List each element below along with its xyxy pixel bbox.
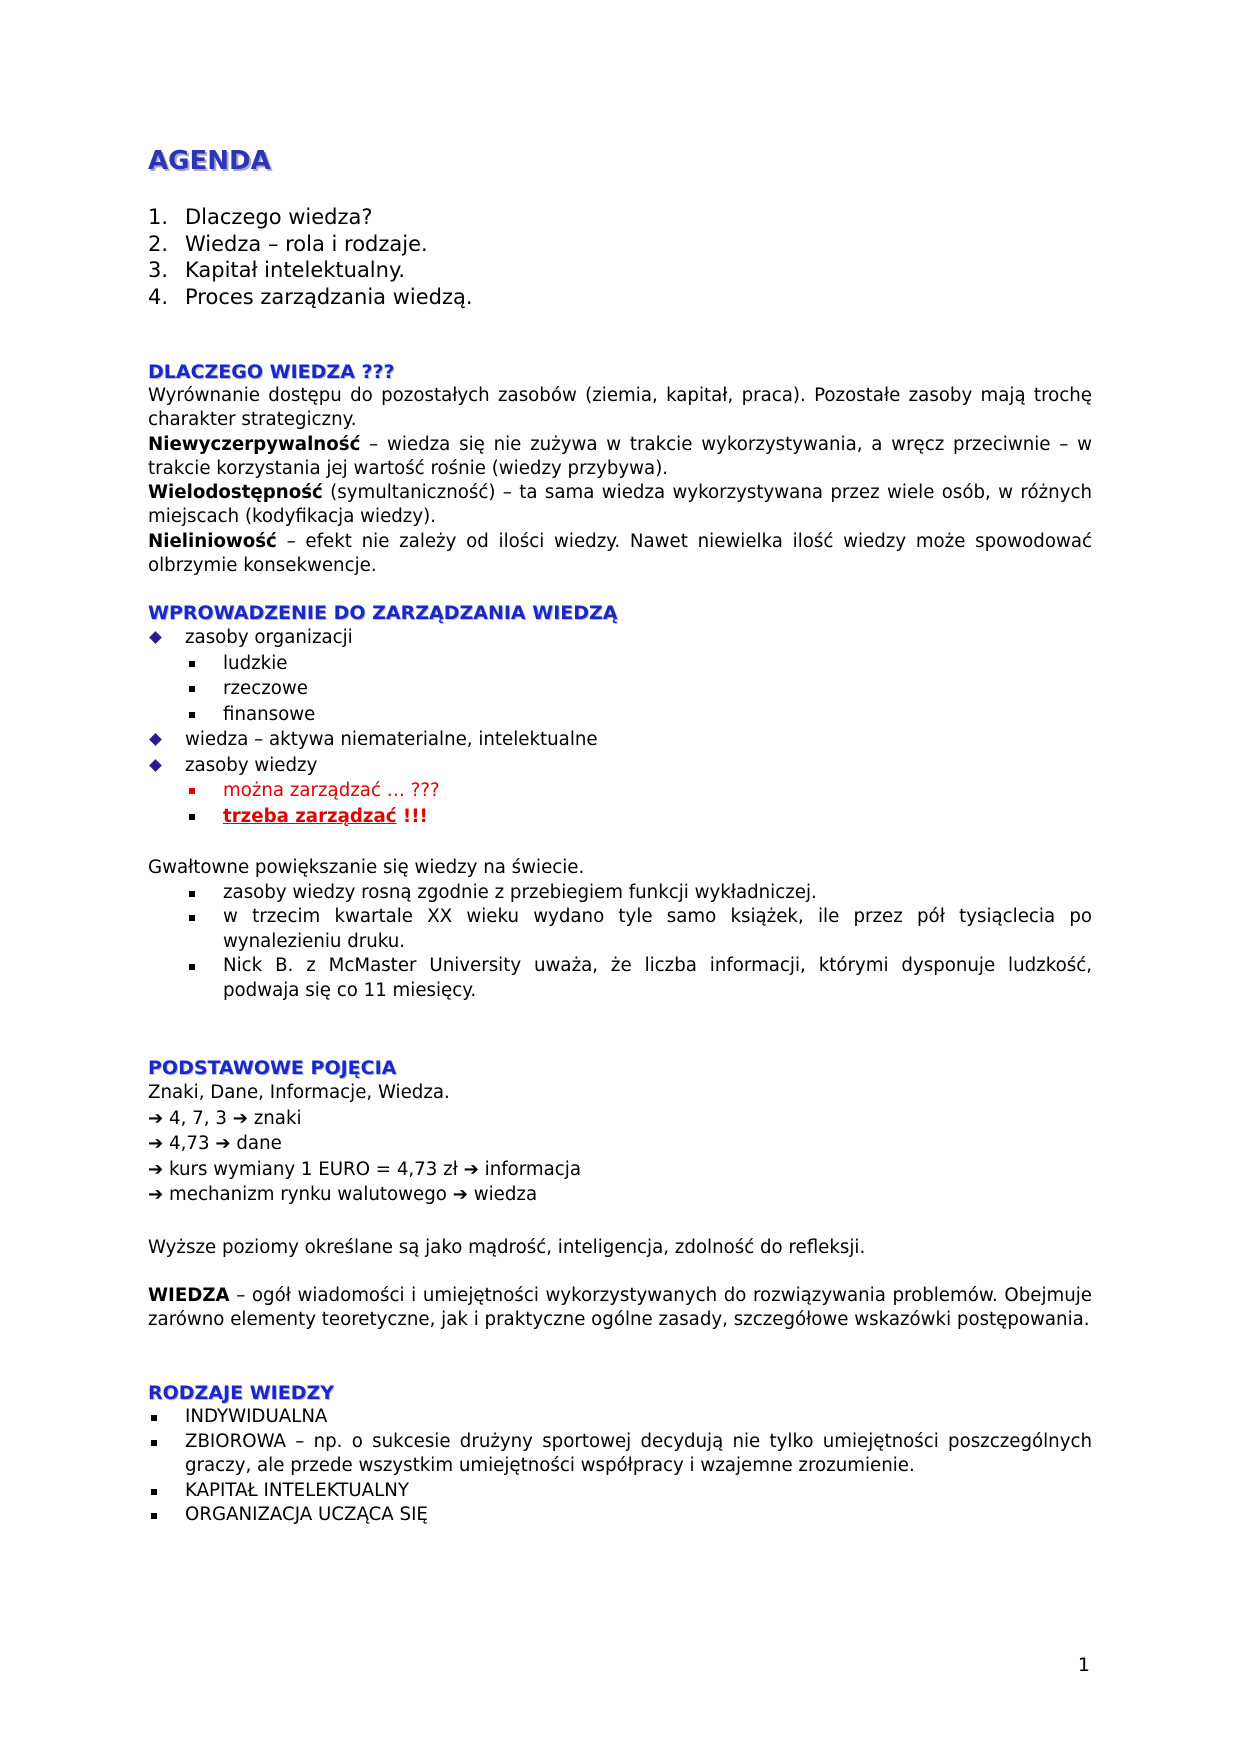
agenda-item-number: 2. [148, 231, 169, 256]
section-wprowadzenie [148, 601, 1092, 829]
concept-input: 4, 7, 3 [169, 1107, 227, 1129]
list-item-text: zasoby wiedzy [185, 754, 318, 776]
term: Wielodostępność [148, 482, 323, 504]
agenda-item [148, 231, 473, 258]
concept-output: znaki [253, 1107, 302, 1129]
diamond-bullet-icon [149, 759, 162, 772]
square-bullet-icon [189, 915, 195, 921]
agenda-item-text: Kapitał intelektualny. [185, 258, 406, 282]
list-item-text: KAPITAŁ INTELEKTUALNY [185, 1479, 409, 1501]
emphasis-suffix: !!! [396, 805, 428, 827]
paragraph: Gwałtowne powiększanie się wiedzy na świecie. [148, 857, 585, 878]
square-bullet-icon [151, 1513, 157, 1519]
list-item-text: finansowe [223, 703, 316, 725]
paragraph: Wyrównanie dostępu do pozostałych zasobów (ziemia, kapitał, praca). Pozostałe zasoby mają trochę charakter strategiczny. [148, 385, 1092, 431]
concept-output: wiedza [473, 1184, 538, 1205]
arrow-icon: ➔ [463, 1158, 479, 1180]
concept-output: informacja [484, 1158, 581, 1180]
section-podstawowe [148, 1056, 1092, 1208]
term: WIEDZA [148, 1285, 230, 1306]
arrow-icon: ➔ [148, 1158, 164, 1180]
list-item [148, 625, 1092, 651]
list-item [148, 1479, 1092, 1504]
section-higher-levels [148, 1235, 1092, 1261]
square-bullet-icon [189, 788, 195, 794]
agenda-item-number: 1. [148, 205, 169, 229]
concept-row [148, 1131, 1092, 1157]
square-bullet-icon [189, 712, 195, 718]
list-item [148, 954, 1092, 1003]
diamond-bullet-icon [149, 631, 162, 644]
list-item [148, 1503, 1092, 1528]
emphasis-text: trzeba zarządzać [223, 805, 397, 827]
list-item-text: można zarządzać … ??? [223, 780, 440, 801]
list-item [148, 727, 1092, 753]
agenda-item [148, 257, 473, 284]
list-item [148, 753, 1092, 779]
agenda-item-number: 3. [148, 258, 169, 282]
list-item-text: zasoby wiedzy rosną zgodnie z przebiegiem funkcji wykładniczej. [223, 881, 817, 903]
list-item [148, 1430, 1092, 1479]
section-growth [148, 855, 1092, 1003]
list-item-text: ludzkie [223, 652, 288, 674]
concept-output: dane [236, 1133, 282, 1154]
list-item-text: wiedza – aktywa niematerialne, intelektualne [185, 729, 598, 750]
section-heading: RODZAJE WIEDZY [148, 1382, 335, 1404]
list-item-text: zasoby organizacji [185, 627, 353, 648]
list-item-text: w trzecim kwartale XX wieku wydano tyle samo książek, ile przez pół tysiąclecia po wynalezieniu druku. [223, 906, 1092, 952]
section-dlaczego [148, 360, 1092, 578]
section-heading: PODSTAWOWE POJĘCIA [148, 1057, 397, 1079]
diamond-bullet-icon [149, 733, 162, 746]
agenda-item [148, 284, 473, 311]
section-wiedza-definition [148, 1284, 1092, 1333]
agenda-item [148, 204, 473, 231]
list-item [148, 651, 1092, 677]
list-item-text: Nick B. z McMaster University uważa, że liczba informacji, którymi dysponuje ludzkość, podwaja się co 11 miesięcy. [223, 955, 1092, 1001]
section-heading: DLACZEGO WIEDZA ??? [148, 361, 395, 383]
agenda-item-text: Proces zarządzania wiedzą. [185, 284, 473, 309]
list-item-text: ZBIOROWA – np. o sukcesie drużyny sportowej decydują nie tylko umiejętności poszczególnych graczy, ale przede wszystkim umiejętności współpracy i wzajemne zrozumienie. [185, 1430, 1092, 1476]
square-bullet-icon [189, 686, 195, 692]
list-item [148, 804, 1092, 830]
list-item-text: ORGANIZACJA UCZĄCA SIĘ [185, 1504, 428, 1525]
square-bullet-icon [151, 1415, 157, 1421]
term: Niewyczerpywalność [148, 433, 361, 455]
arrow-icon: ➔ [452, 1184, 468, 1205]
arrow-icon: ➔ [148, 1184, 164, 1205]
list-item-text: rzeczowe [223, 678, 308, 699]
section-heading: WPROWADZENIE DO ZARZĄDZANIA WIEDZĄ [148, 602, 618, 624]
term-definition: – ogół wiadomości i umiejętności wykorzystywanych do rozwiązywania problemów. Obejmuje zarówno elementy teoretyczne, jak i praktyczne ogólne zasady, szczegółowe wskazówki postępowania. [148, 1285, 1092, 1331]
paragraph [148, 481, 1092, 530]
arrow-icon: ➔ [232, 1107, 248, 1129]
concept-input: mechanizm rynku walutowego [169, 1184, 447, 1205]
list-item [148, 676, 1092, 702]
square-bullet-icon [151, 1489, 157, 1495]
agenda-list [148, 204, 473, 310]
agenda-item-text: Dlaczego wiedza? [185, 205, 373, 229]
paragraph [148, 1284, 1092, 1333]
list-item [148, 1405, 1092, 1430]
square-bullet-icon [189, 661, 195, 667]
arrow-icon: ➔ [148, 1107, 164, 1129]
agenda-item-text: Wiedza – rola i rodzaje. [185, 231, 428, 256]
term-definition: – wiedza się nie zużywa w trakcie wykorzystywania, a wręcz przeciwnie – w trakcie korzystania jej wartość rośnie (wiedzy przybywa). [148, 433, 1092, 479]
paragraph [148, 530, 1092, 579]
concept-input: kurs wymiany 1 EURO = 4,73 zł [169, 1158, 458, 1180]
paragraph: Znaki, Dane, Informacje, Wiedza. [148, 1082, 450, 1103]
list-item [148, 778, 1092, 804]
square-bullet-icon [189, 891, 195, 897]
list-item [148, 881, 1092, 906]
paragraph [148, 433, 1092, 482]
square-bullet-icon [189, 814, 195, 820]
arrow-icon: ➔ [215, 1133, 231, 1154]
list-item [148, 702, 1092, 728]
concept-row [148, 1182, 1092, 1208]
term-definition: (symultaniczność) – ta sama wiedza wykorzystywana przez wiele osób, w różnych miejscach (kodyfikacja wiedzy). [148, 482, 1092, 528]
list-item [148, 905, 1092, 954]
list-item-text: INDYWIDUALNA [185, 1406, 328, 1427]
concept-input: 4,73 [169, 1133, 210, 1154]
term: Nieliniowość [148, 530, 277, 552]
agenda-item-number: 4. [148, 284, 169, 309]
square-bullet-icon [189, 964, 195, 970]
concept-row [148, 1157, 1092, 1183]
concept-row [148, 1106, 1092, 1132]
paragraph: Wyższe poziomy określane są jako mądrość, inteligencja, zdolność do refleksji. [148, 1237, 866, 1258]
arrow-icon: ➔ [148, 1133, 164, 1154]
term-definition: – efekt nie zależy od ilości wiedzy. Nawet niewielka ilość wiedzy może spowodować olbrzymie konsekwencje. [148, 530, 1092, 577]
section-rodzaje [148, 1381, 1092, 1528]
agenda-title: AGENDA [148, 146, 271, 176]
page-number: 1 [1077, 1654, 1090, 1676]
square-bullet-icon [151, 1440, 157, 1446]
